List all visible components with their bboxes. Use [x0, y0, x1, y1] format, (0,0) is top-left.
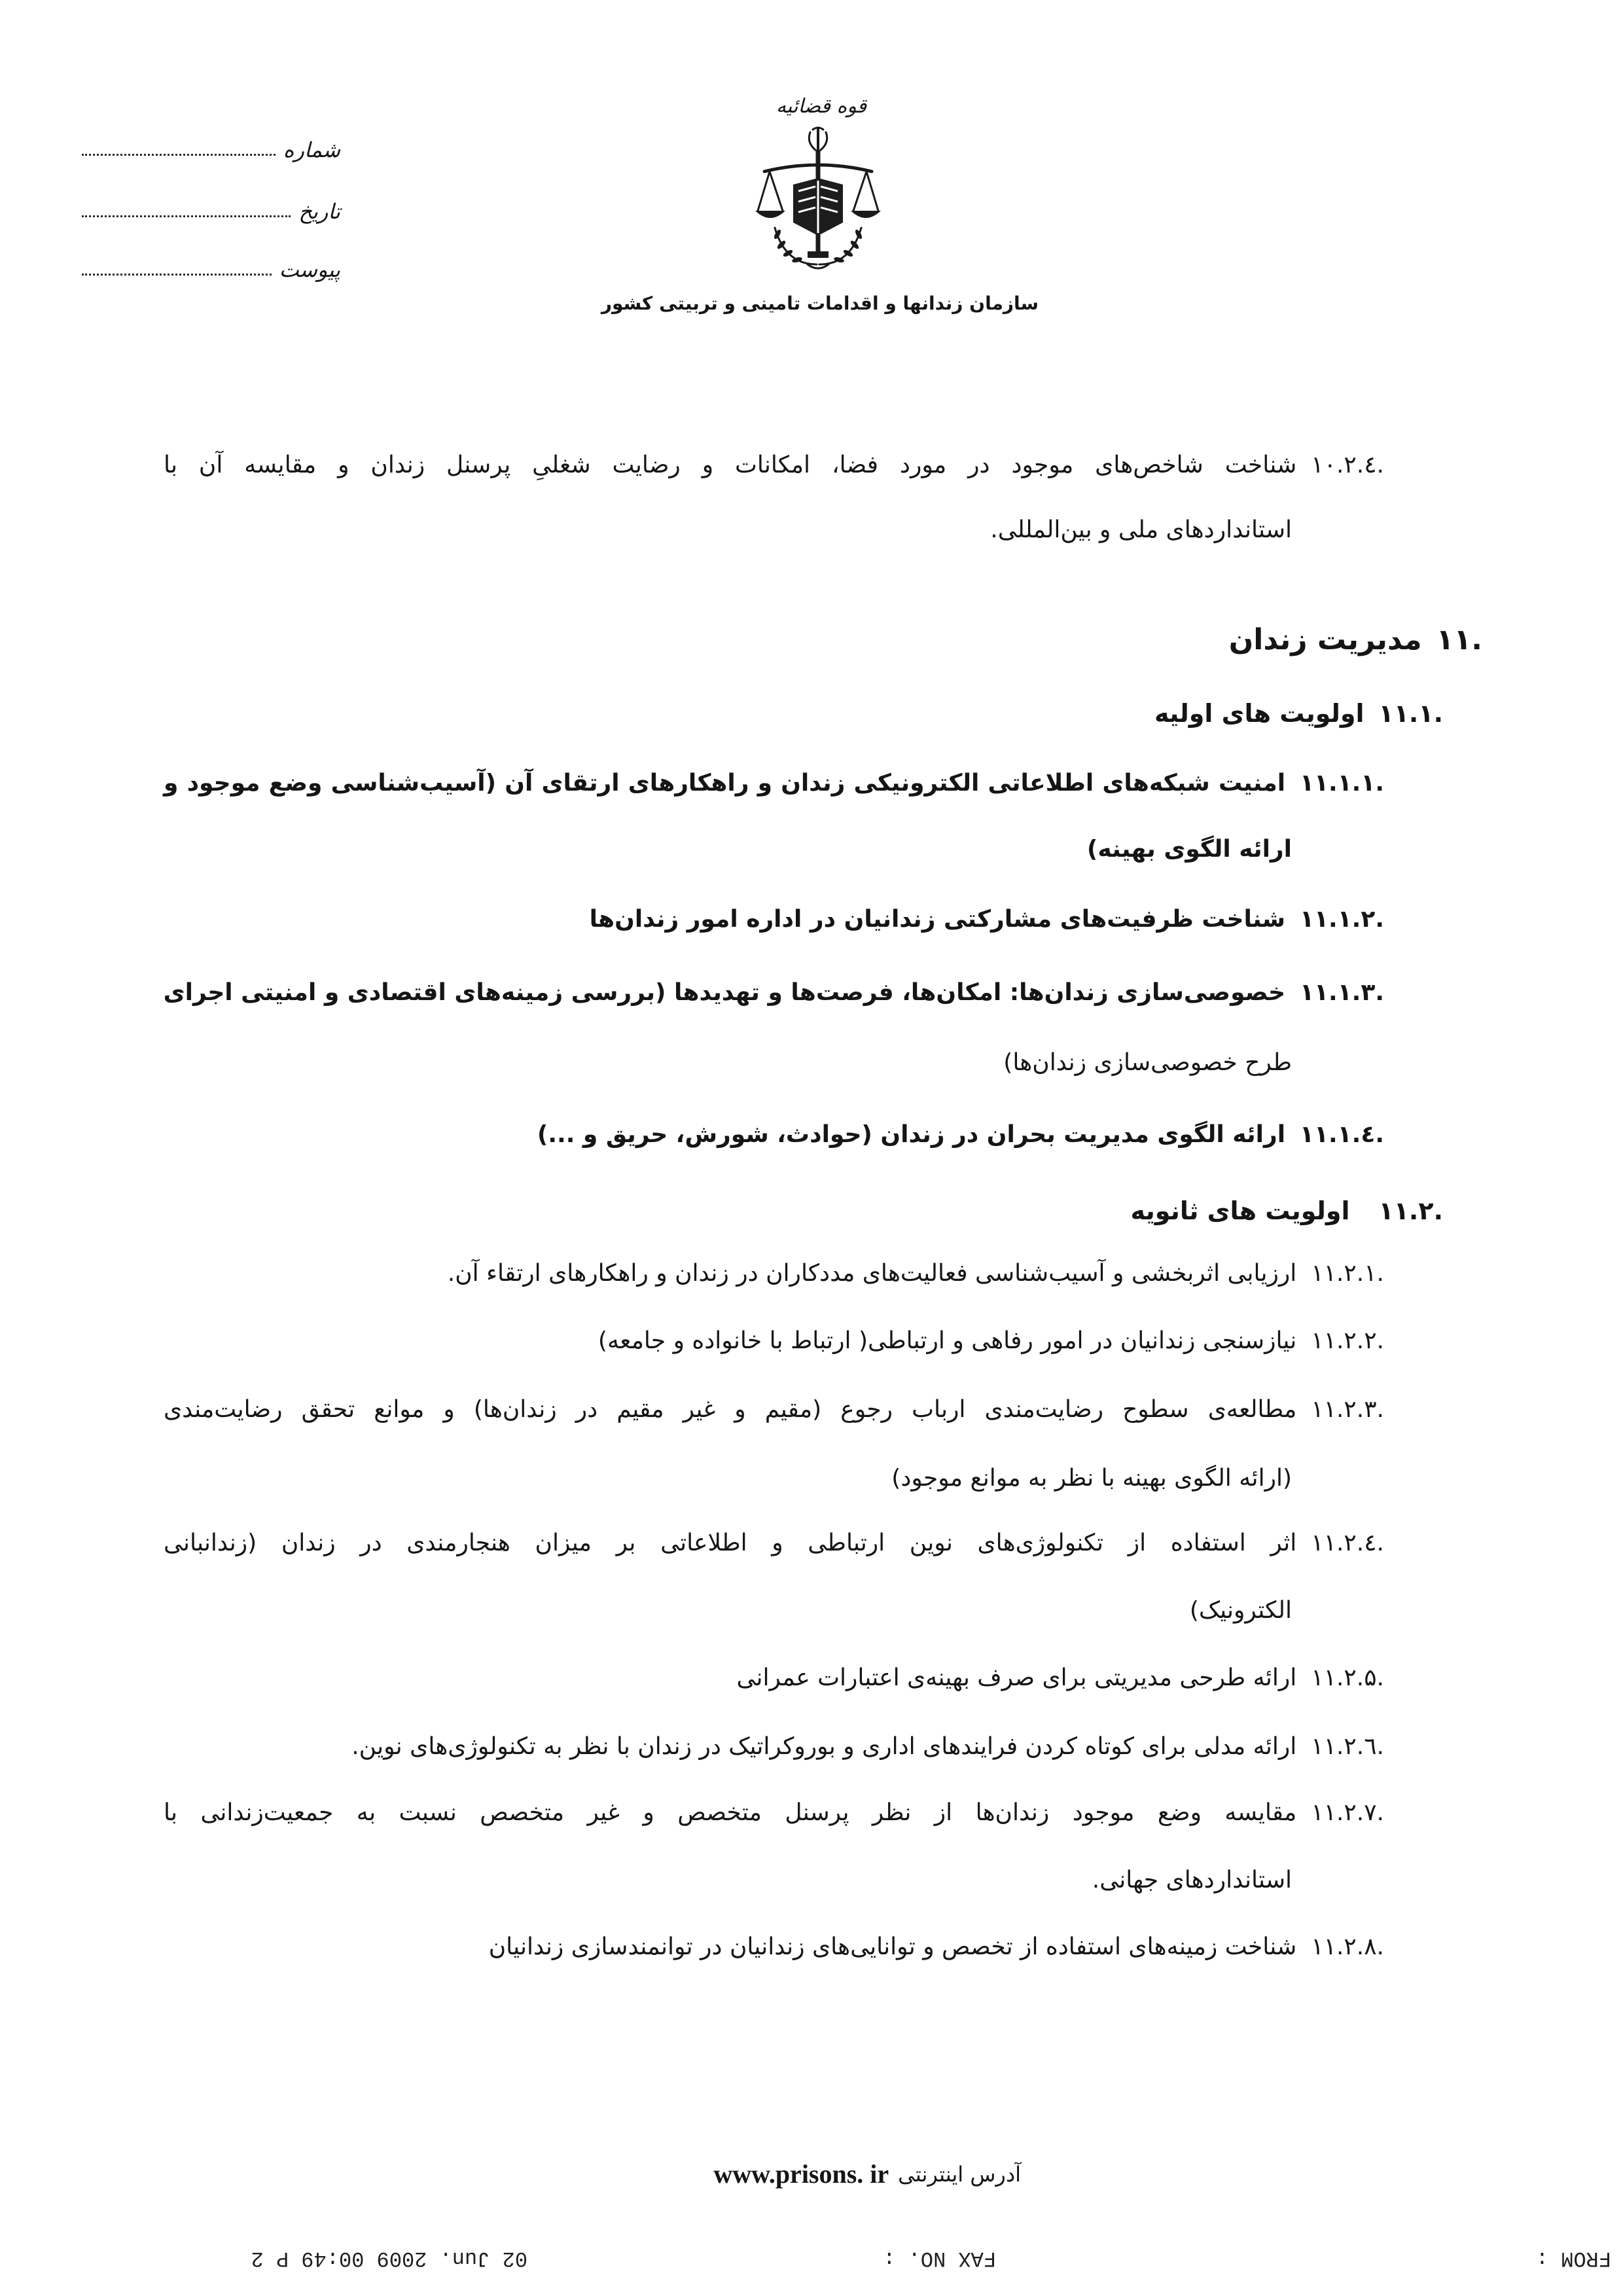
footer-website	[713, 2155, 1021, 2194]
fax-timestamp: 02 Jun. 2009 00:49 P 2	[251, 2246, 527, 2270]
item-text: شناخت شاخص‌های موجود در مورد فضا، امکانات و رضایت شغلیِ پرسنل زندان و مقایسه آن با	[164, 452, 1297, 478]
list-item-11-2-6	[351, 1727, 1384, 1767]
list-item-11-2-4-continuation	[1190, 1591, 1292, 1630]
letterhead-motto: قوه قضائیه	[776, 95, 867, 118]
item-text: طرح خصوصی‌سازی زندان‌ها)	[1003, 1049, 1292, 1076]
subsection-heading-11-1	[1154, 694, 1443, 733]
item-number: ۱۱.۲.۳.	[1311, 1396, 1384, 1423]
item-number: ۱۱.۱.۳.	[1300, 979, 1384, 1006]
item-text: مطالعه‌ی سطوح رضایت‌مندی ارباب رجوع (مقیم و غیر مقیم در زندان‌ها) و موانع تحقق رضایت‌مندی	[164, 1396, 1297, 1423]
attachment-dotted-line	[82, 274, 272, 276]
item-number: ۱۱.۲.٦.	[1311, 1733, 1384, 1760]
item-text: ارائه الگوی مدیریت بحران در زندان (حوادث، شورش، حریق و ...)	[537, 1121, 1286, 1148]
item-text: ارائه طرحی مدیریتی برای صرف بهینه‌ی اعتبارات عمرانی	[736, 1664, 1297, 1691]
date-dotted-line	[82, 215, 291, 217]
item-text: امنیت شبکه‌های اطلاعاتی الکترونیکی زندان و راهکارهای ارتقای آن (آسیب‌شناسی وضع موجود و	[164, 770, 1286, 797]
website-label: آدرس اینترنتی	[898, 2162, 1021, 2187]
list-item-11-2-8	[489, 1928, 1384, 1967]
list-item-11-2-3	[164, 1390, 1384, 1429]
section-number: ۱۱.	[1436, 623, 1482, 656]
fax-from: FROM :	[1535, 2246, 1611, 2270]
item-text: ارائه مدلی برای کوتاه کردن فرایندهای اداری و بوروکراتیک در زندان با نظر به تکنولوژی‌های نوین.	[351, 1733, 1297, 1760]
item-text: شناخت ظرفیت‌های مشارکتی زندانیان در اداره امور زندان‌ها	[589, 906, 1286, 933]
list-item-11-1-3	[164, 973, 1384, 1013]
item-number: ۱۱.۱.۲.	[1300, 906, 1384, 933]
subsection-title: اولویت های اولیه	[1154, 699, 1364, 728]
subsection-heading-11-2	[1130, 1191, 1443, 1230]
item-number: ۱۱.۲.۸.	[1311, 1933, 1384, 1960]
item-text: الکترونیک)	[1189, 1597, 1292, 1624]
item-number: ۱۱.۱.٤.	[1300, 1121, 1384, 1148]
item-text: شناخت زمینه‌های استفاده از تخصص و توانایی‌های زندانیان در توانمندسازی زندانیان	[488, 1933, 1297, 1960]
item-number: ۱۱.۲.۵.	[1311, 1664, 1384, 1691]
item-text: ارزیابی اثربخشی و آسیب‌شناسی فعالیت‌های مددکاران در زندان و راهکارهای ارتقاء آن.	[447, 1260, 1297, 1287]
item-text: اثر استفاده از تکنولوژی‌های نوین ارتباطی و اطلاعاتی بر میزان هنجارمندی در زندان (زندانبانی	[164, 1530, 1297, 1556]
list-item-11-2-7-continuation	[1092, 1861, 1292, 1900]
list-item-11-2-2	[598, 1321, 1384, 1361]
section-title: مدیریت زندان	[1228, 623, 1422, 656]
item-number: ۱۱.۲.۷.	[1311, 1799, 1384, 1826]
number-label: شماره	[283, 137, 340, 162]
list-item-10-2-4	[164, 446, 1384, 485]
item-number: ۱۱.۱.۱.	[1300, 770, 1384, 797]
list-item-11-1-2	[590, 900, 1384, 939]
list-item-11-1-3-continuation	[1003, 1043, 1292, 1083]
item-number: ۱۱.۲.۱.	[1311, 1260, 1384, 1287]
item-text: نیازسنجی زندانیان در امور رفاهی و ارتباطی( ارتباط با خانواده و جامعه)	[597, 1327, 1297, 1354]
subsection-title: اولویت های ثانویه	[1130, 1196, 1350, 1225]
subsection-number: ۱۱.۲.	[1378, 1196, 1443, 1225]
item-text: ارائه الگوی بهینه)	[1086, 836, 1292, 863]
item-text: مقایسه وضع موجود زندان‌ها از نظر پرسنل متخصص و غیر متخصص نسبت به جمعیت‌زندانی با	[164, 1799, 1297, 1826]
item-text: خصوصی‌سازی زندان‌ها: امکان‌ها، فرصت‌ها و تهدیدها (بررسی زمینه‌های اقتصادی و امنیتی اجرای	[163, 979, 1286, 1006]
list-item-11-1-4	[537, 1115, 1384, 1155]
list-item-11-2-7	[164, 1793, 1384, 1833]
item-number: ۱۰.۲.٤.	[1311, 452, 1384, 478]
website-url: www.prisons. ir	[713, 2159, 889, 2189]
number-field	[82, 127, 340, 166]
attachment-label: پیوست	[279, 257, 340, 282]
item-text: استانداردهای ملی و بین‌المللی.	[990, 516, 1292, 543]
date-field	[82, 188, 340, 228]
section-heading-11	[1229, 620, 1482, 660]
list-item-11-2-1	[448, 1254, 1384, 1293]
list-item-11-1-1-continuation	[1087, 830, 1292, 869]
number-dotted-line	[82, 154, 276, 156]
item-number: ۱۱.۲.۲.	[1311, 1327, 1384, 1354]
list-item-10-2-4-continuation	[990, 511, 1292, 550]
list-item-11-2-5	[737, 1659, 1385, 1698]
item-number: ۱۱.۲.٤.	[1311, 1530, 1384, 1556]
item-text: استانداردهای جهانی.	[1092, 1867, 1292, 1893]
fax-number: FAX NO. :	[883, 2246, 996, 2270]
item-text: (ارائه الگوی بهینه با نظر به موانع موجود)	[891, 1465, 1292, 1492]
list-item-11-1-1	[164, 764, 1384, 803]
subsection-number: ۱۱.۱.	[1378, 699, 1443, 728]
fax-header	[183, 2244, 1611, 2272]
organization-name: سازمان زندانها و اقدامات تامینی و تربیتی کشور	[601, 293, 1039, 314]
scales-of-justice-icon	[753, 124, 883, 281]
list-item-11-2-3-continuation	[891, 1459, 1292, 1498]
list-item-11-2-4	[164, 1524, 1384, 1563]
date-label: تاریخ	[298, 199, 340, 224]
attachment-field	[82, 247, 340, 286]
